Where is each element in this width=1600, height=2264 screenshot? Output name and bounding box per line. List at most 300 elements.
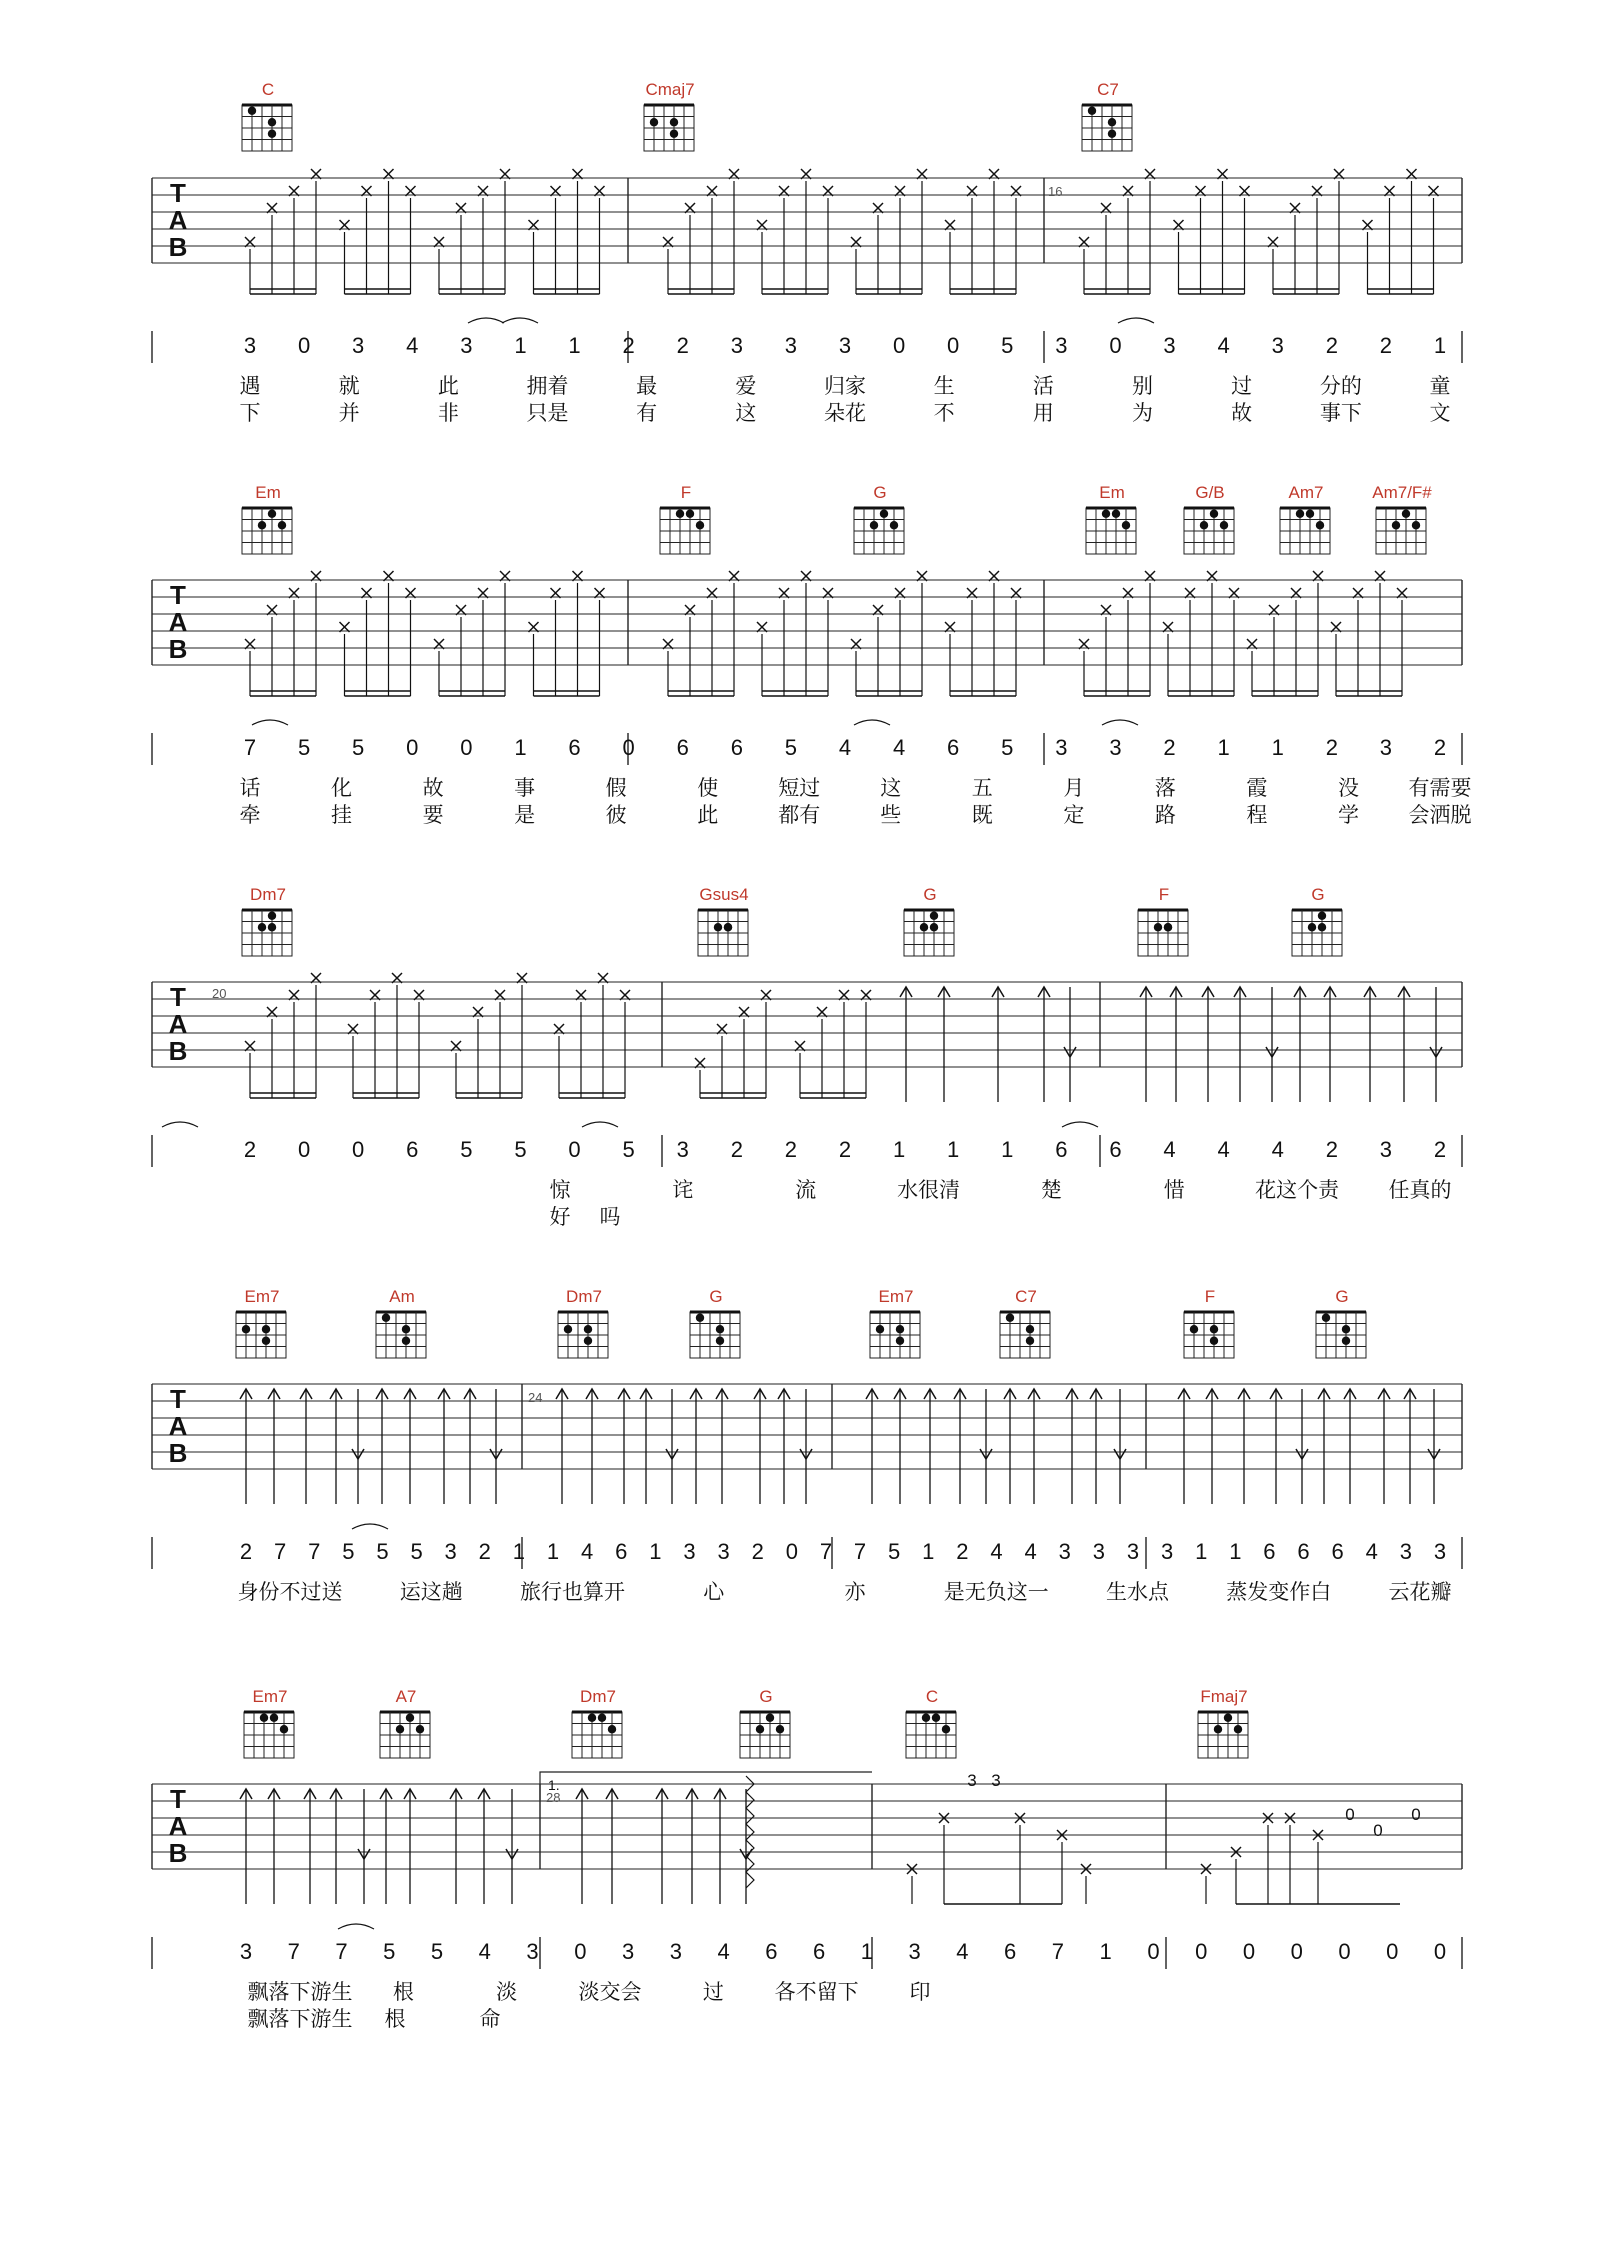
jianpu-note: 1: [1099, 1939, 1112, 1964]
jianpu-note: 4: [990, 1539, 1003, 1564]
text-layer: [212, 184, 1472, 2031]
chord-name: G: [923, 885, 937, 904]
jianpu-note: 0: [1290, 1939, 1303, 1964]
jianpu-note: 7: [819, 1539, 833, 1564]
lyric-verse-2: 下: [239, 401, 261, 425]
jianpu-note: 2: [478, 1539, 491, 1564]
finger-dot: [608, 1725, 616, 1733]
chord-diagram: [380, 1687, 430, 1758]
finger-dot: [1220, 521, 1228, 529]
finger-dot: [676, 510, 684, 518]
lyric-verse-1: 流: [795, 1178, 817, 1202]
lyric-verse-1: 楚: [1040, 1178, 1062, 1202]
lyric-verse-1: 爱: [735, 374, 757, 398]
jianpu-note: 1: [649, 1539, 662, 1564]
tie-arc: [1118, 318, 1154, 323]
chord-name: F: [680, 483, 692, 502]
chord-name: Em: [1099, 483, 1125, 502]
lyric-verse-2: 不: [933, 401, 955, 425]
jianpu-note: 3: [1058, 1539, 1071, 1564]
finger-dot: [402, 1325, 410, 1333]
chord-name: G: [873, 483, 887, 502]
finger-dot: [260, 1714, 268, 1722]
tie-arc: [338, 1924, 374, 1929]
lyric-verse-1: 心: [703, 1580, 725, 1604]
chord-diagram: [1372, 483, 1432, 554]
lyric-verse-2: 朵花: [824, 401, 866, 425]
jianpu-note: 2: [1325, 1137, 1338, 1162]
finger-dot: [714, 923, 722, 931]
finger-dot: [258, 923, 266, 931]
jianpu-note: 1: [568, 333, 581, 358]
jianpu-note: 1: [1229, 1539, 1242, 1564]
finger-dot: [922, 1714, 930, 1722]
jianpu-note: 3: [1433, 1539, 1447, 1564]
jianpu-note: 2: [1163, 735, 1176, 760]
jianpu-note: 0: [892, 333, 906, 358]
finger-dot: [242, 1325, 250, 1333]
finger-dot: [268, 510, 276, 518]
jianpu-note: 1: [1001, 1137, 1014, 1162]
lyric-verse-1: 没: [1337, 776, 1359, 800]
lyric-verse-1: 月: [1063, 776, 1085, 800]
chord-diagram: [698, 885, 749, 956]
staff-row-5: [152, 1784, 1462, 1969]
lyric-verse-1: 飘落下游生: [247, 1980, 353, 2004]
jianpu-note: 4: [406, 333, 419, 358]
jianpu-note: 0: [785, 1539, 798, 1564]
lyric-verse-2: 彼: [605, 803, 627, 827]
chord-diagram: [1184, 1287, 1234, 1358]
jianpu-note: 0: [947, 333, 960, 358]
chord-name: Gsus4: [699, 885, 749, 904]
chord-diagram: [242, 885, 292, 956]
finger-dot: [930, 912, 938, 920]
lyric-verse-2: 有: [636, 401, 658, 425]
finger-dot: [686, 510, 694, 518]
lyric-verse-2: 为: [1132, 401, 1153, 425]
lyric-verse-1: 印: [909, 1980, 931, 2004]
chord-name: Em: [255, 483, 281, 502]
chord-name: Dm7: [566, 1287, 602, 1306]
jianpu-note: 3: [352, 333, 365, 358]
chord-name: G: [709, 1287, 723, 1306]
jianpu-note: 5: [888, 1539, 901, 1564]
jianpu-note: 3: [838, 333, 852, 358]
lyric-verse-1: 五: [971, 776, 993, 800]
jianpu-note: 6: [947, 735, 960, 760]
jianpu-note: 4: [956, 1939, 969, 1964]
finger-dot: [588, 1714, 596, 1722]
lyric-verse-1: 水很清: [897, 1178, 961, 1202]
jianpu-note: 3: [239, 1939, 253, 1964]
lyric-verse-1: 归家: [824, 374, 866, 398]
jianpu-note: 0: [568, 1137, 581, 1162]
tab-fret-number: 3: [967, 1771, 977, 1790]
finger-dot: [876, 1325, 884, 1333]
lyric-verse-2: 故: [1231, 401, 1253, 425]
chord-diagram: [236, 1287, 286, 1358]
jianpu-note: 6: [1055, 1137, 1068, 1162]
tab-letter: B: [168, 232, 188, 262]
lyric-verse-2: 只是: [526, 401, 569, 425]
jianpu-note: 1: [947, 1137, 960, 1162]
chord-name: Cmaj7: [645, 80, 695, 99]
finger-dot: [1392, 521, 1400, 529]
tie-arc: [352, 1524, 388, 1529]
finger-dot: [716, 1325, 724, 1333]
jianpu-note: 5: [383, 1939, 396, 1964]
finger-dot: [1164, 923, 1172, 931]
lyric-verse-1: 分的: [1319, 374, 1362, 398]
jianpu-note: 5: [1001, 735, 1014, 760]
lyric-verse-2: 文: [1429, 401, 1451, 425]
chord-diagram: [660, 483, 710, 554]
chord-name: C: [261, 80, 275, 99]
jianpu-note: 2: [730, 1137, 743, 1162]
tie-arc: [252, 720, 288, 725]
chord-diagram: [644, 80, 695, 151]
lyric-verse-2: 用: [1032, 401, 1054, 425]
jianpu-note: 3: [1163, 333, 1176, 358]
tab-fret-number: 3: [991, 1771, 1001, 1790]
chord-diagram: [1138, 885, 1188, 956]
jianpu-note: 2: [1379, 333, 1393, 358]
jianpu-note: 0: [622, 735, 635, 760]
jianpu-note: 6: [812, 1939, 826, 1964]
jianpu-note: 3: [676, 1137, 689, 1162]
finger-dot: [416, 1725, 424, 1733]
lyric-verse-1: 运这趟: [399, 1580, 463, 1604]
jianpu-note: 2: [1433, 1137, 1447, 1162]
lyric-verse-1: 惜: [1163, 1178, 1185, 1202]
chord-name: Dm7: [250, 885, 286, 904]
jianpu-note: 3: [243, 333, 257, 358]
finger-dot: [248, 107, 256, 115]
volta-label: 1.: [548, 1777, 560, 1793]
jianpu-note: 6: [1109, 1137, 1122, 1162]
staves-layer: [152, 178, 1462, 1969]
lyric-verse-2: 要: [422, 803, 444, 827]
finger-dot: [268, 130, 276, 138]
finger-dot: [584, 1337, 592, 1345]
jianpu-note: 5: [410, 1539, 423, 1564]
lyric-verse-2: 此: [697, 803, 719, 827]
jianpu-note: 2: [239, 1539, 253, 1564]
chord-name: G: [1335, 1287, 1349, 1306]
jianpu-note: 3: [1055, 333, 1068, 358]
lyric-verse-1: 拥着: [526, 374, 569, 398]
bar-number: 16: [1048, 184, 1063, 199]
finger-dot: [650, 118, 658, 126]
lyric-verse-1: 任真的: [1388, 1178, 1452, 1202]
tab-fret-number: 0: [1411, 1805, 1421, 1824]
finger-dot: [1006, 1314, 1014, 1322]
jianpu-note: 4: [1271, 1137, 1284, 1162]
jianpu-note: 1: [514, 735, 527, 760]
staff-row-1: [152, 178, 1462, 363]
finger-dot: [258, 521, 266, 529]
lyric-verse-2: 事下: [1319, 401, 1362, 425]
lyric-verse-1: 根: [392, 1980, 414, 2004]
chord-name: F: [1204, 1287, 1216, 1306]
jianpu-note: 4: [892, 735, 906, 760]
lyric-verse-1: 有需要: [1408, 776, 1472, 800]
lyric-verse-2: 根: [384, 2007, 406, 2031]
finger-dot: [716, 1337, 724, 1345]
finger-dot: [870, 521, 878, 529]
lyric-verse-1: 落: [1154, 776, 1176, 800]
finger-dot: [1322, 1314, 1330, 1322]
chord-name: Em7: [252, 1687, 288, 1706]
finger-dot: [402, 1337, 410, 1345]
tab-letter: T: [170, 1384, 186, 1414]
jianpu-note: 1: [892, 1137, 906, 1162]
tab-notes-layer: [162, 169, 1442, 1929]
lyric-verse-2: 吗: [599, 1205, 621, 1229]
lyric-verse-1: 亦: [844, 1580, 866, 1604]
chord-name: G: [1311, 885, 1325, 904]
lyric-verse-1: 是无负这一: [943, 1580, 1049, 1604]
finger-dot: [880, 510, 888, 518]
jianpu-note: 2: [838, 1137, 852, 1162]
jianpu-note: 1: [1217, 735, 1230, 760]
chord-name: Am: [389, 1287, 415, 1306]
lyric-verse-1: 故: [422, 776, 444, 800]
jianpu-note: 2: [243, 1137, 257, 1162]
jianpu-note: 3: [669, 1939, 682, 1964]
jianpu-note: 6: [1331, 1539, 1344, 1564]
finger-dot: [930, 923, 938, 931]
chord-diagram: [242, 80, 292, 151]
lyric-verse-1: 旅行也算开: [520, 1580, 625, 1604]
jianpu-note: 5: [376, 1539, 389, 1564]
finger-dot: [280, 1725, 288, 1733]
volta-bracket: [540, 1772, 872, 1800]
jianpu-note: 4: [1163, 1137, 1176, 1162]
finger-dot: [776, 1725, 784, 1733]
finger-dot: [1342, 1337, 1350, 1345]
arpeggio-wave: [746, 1776, 754, 1888]
tie-arc: [162, 1122, 198, 1127]
chord-diagram: [242, 483, 292, 554]
jianpu-note: 0: [460, 735, 473, 760]
finger-dot: [1210, 1325, 1218, 1333]
tie-arc: [502, 318, 538, 323]
finger-dot: [890, 521, 898, 529]
jianpu-note: 5: [1001, 333, 1014, 358]
chord-diagram: [854, 483, 904, 554]
chord-name: Em7: [244, 1287, 280, 1306]
lyric-verse-1: 生: [933, 374, 955, 398]
jianpu-note: 4: [1365, 1539, 1378, 1564]
finger-dot: [270, 1714, 278, 1722]
lyric-verse-1: 各不留下: [774, 1980, 859, 2004]
jianpu-note: 6: [568, 735, 581, 760]
finger-dot: [1210, 1337, 1218, 1345]
chord-diagrams-layer: [236, 80, 1432, 1758]
tab-letter: T: [170, 982, 186, 1012]
jianpu-note: 3: [908, 1939, 921, 1964]
chord-diagram: [740, 1687, 790, 1758]
lyric-verse-2: 飘落下游生: [247, 2007, 353, 2031]
lyric-verse-1: 霞: [1246, 776, 1268, 800]
finger-dot: [268, 912, 276, 920]
finger-dot: [406, 1714, 414, 1722]
finger-dot: [920, 923, 928, 931]
lyric-verse-1: 事: [514, 776, 536, 800]
jianpu-note: 1: [1433, 333, 1447, 358]
finger-dot: [1308, 923, 1316, 931]
finger-dot: [670, 130, 678, 138]
lyric-verse-1: 这: [880, 776, 902, 800]
finger-dot: [670, 118, 678, 126]
lyric-verse-1: 过: [1231, 374, 1253, 398]
jianpu-note: 0: [297, 333, 311, 358]
finger-dot: [1102, 510, 1110, 518]
jianpu-note: 7: [287, 1939, 300, 1964]
tie-arc: [1062, 1122, 1098, 1127]
chord-name: Dm7: [580, 1687, 616, 1706]
lyric-verse-1: 短过: [778, 776, 821, 800]
chord-diagram: [572, 1687, 622, 1758]
finger-dot: [1318, 923, 1326, 931]
chord-name: G/B: [1195, 483, 1225, 502]
lyric-verse-1: 诧: [672, 1178, 694, 1202]
jianpu-note: 5: [430, 1939, 444, 1964]
lyric-verse-2: 定: [1063, 803, 1085, 827]
jianpu-note: 0: [1433, 1939, 1447, 1964]
jianpu-note: 3: [1160, 1539, 1174, 1564]
jianpu-note: 7: [853, 1539, 867, 1564]
finger-dot: [1190, 1325, 1198, 1333]
chord-name: C: [925, 1687, 939, 1706]
chord-diagram: [1082, 80, 1132, 151]
jianpu-note: 2: [622, 333, 635, 358]
lyric-verse-2: 都有: [778, 803, 821, 827]
tie-arc: [1102, 720, 1138, 725]
jianpu-note: 6: [730, 735, 743, 760]
jianpu-note: 0: [1195, 1939, 1208, 1964]
finger-dot: [942, 1725, 950, 1733]
lyric-verse-2: 既: [971, 803, 993, 827]
jianpu-note: 3: [784, 333, 798, 358]
tab-letter: B: [168, 1036, 188, 1066]
finger-dot: [1200, 521, 1208, 529]
jianpu-note: 5: [514, 1137, 527, 1162]
lyric-verse-2: 会洒脱: [1408, 803, 1472, 827]
jianpu-note: 6: [615, 1539, 628, 1564]
lyric-verse-1: 花这个责: [1255, 1178, 1340, 1202]
chord-name: A7: [395, 1687, 417, 1706]
lyric-verse-2: 非: [437, 401, 459, 425]
lyric-verse-1: 化: [331, 776, 353, 800]
jianpu-note: 5: [342, 1539, 355, 1564]
jianpu-note: 5: [297, 735, 311, 760]
chord-name: Am7/F#: [1372, 483, 1432, 502]
finger-dot: [1402, 510, 1410, 518]
jianpu-note: 1: [546, 1539, 560, 1564]
lyric-verse-1: 此: [437, 374, 459, 398]
jianpu-note: 1: [922, 1539, 935, 1564]
lyric-verse-1: 蒸发变作白: [1226, 1580, 1332, 1604]
bar-number: 20: [212, 986, 227, 1001]
bar-number: 24: [528, 1390, 543, 1405]
jianpu-note: 3: [717, 1539, 730, 1564]
jianpu-note: 4: [1217, 1137, 1230, 1162]
jianpu-note: 3: [1109, 735, 1122, 760]
jianpu-note: 3: [1092, 1539, 1105, 1564]
jianpu-note: 1: [514, 333, 527, 358]
chord-name: F: [1158, 885, 1170, 904]
chord-diagram: [1292, 885, 1342, 956]
finger-dot: [262, 1325, 270, 1333]
jianpu-note: 0: [406, 735, 419, 760]
jianpu-note: 1: [1271, 735, 1284, 760]
finger-dot: [382, 1314, 390, 1322]
lyric-verse-1: 遇: [239, 374, 261, 398]
chord-diagram: [1280, 483, 1330, 554]
finger-dot: [1210, 510, 1218, 518]
jianpu-note: 2: [1433, 735, 1447, 760]
lyric-verse-2: 挂: [331, 803, 353, 827]
lyric-verse-2: 是: [514, 803, 536, 827]
tab-letter: A: [168, 205, 188, 235]
jianpu-note: 1: [860, 1939, 874, 1964]
jianpu-note: 5: [460, 1137, 473, 1162]
tab-fret-number: 0: [1345, 1805, 1355, 1824]
jianpu-note: 0: [1147, 1939, 1160, 1964]
lyric-verse-2: 路: [1154, 803, 1176, 827]
jianpu-note: 5: [352, 735, 365, 760]
chord-name: C7: [1097, 80, 1119, 99]
finger-dot: [1108, 118, 1116, 126]
chord-diagram: [870, 1287, 920, 1358]
finger-dot: [1412, 521, 1420, 529]
jianpu-note: 2: [751, 1539, 764, 1564]
jianpu-note: 7: [335, 1939, 348, 1964]
chord-name: C7: [1015, 1287, 1037, 1306]
staff-row-3: [152, 982, 1462, 1167]
jianpu-note: 3: [526, 1939, 539, 1964]
finger-dot: [766, 1714, 774, 1722]
finger-dot: [598, 1714, 606, 1722]
staff-row-2: [152, 580, 1462, 765]
lyric-verse-1: 使: [697, 776, 719, 800]
tab-letter: A: [168, 1411, 188, 1441]
chord-diagram: [690, 1287, 740, 1358]
jianpu-note: 4: [581, 1539, 594, 1564]
jianpu-note: 4: [1217, 333, 1230, 358]
jianpu-note: 6: [406, 1137, 419, 1162]
jianpu-note: 7: [1051, 1939, 1065, 1964]
jianpu-note: 5: [784, 735, 798, 760]
jianpu-note: 5: [622, 1137, 635, 1162]
lyric-verse-1: 身份不过送: [237, 1580, 343, 1604]
jianpu-note: 3: [683, 1539, 696, 1564]
jianpu-note: 0: [1386, 1939, 1399, 1964]
jianpu-note: 4: [478, 1939, 491, 1964]
tie-arc: [468, 318, 504, 323]
finger-dot: [1214, 1725, 1222, 1733]
tab-letter: B: [168, 634, 188, 664]
jianpu-note: 4: [1024, 1539, 1037, 1564]
finger-dot: [1112, 510, 1120, 518]
lyric-verse-2: 这: [735, 401, 757, 425]
lyric-verse-2: 些: [880, 803, 902, 827]
jianpu-note: 3: [621, 1939, 635, 1964]
tab-letter: A: [168, 607, 188, 637]
